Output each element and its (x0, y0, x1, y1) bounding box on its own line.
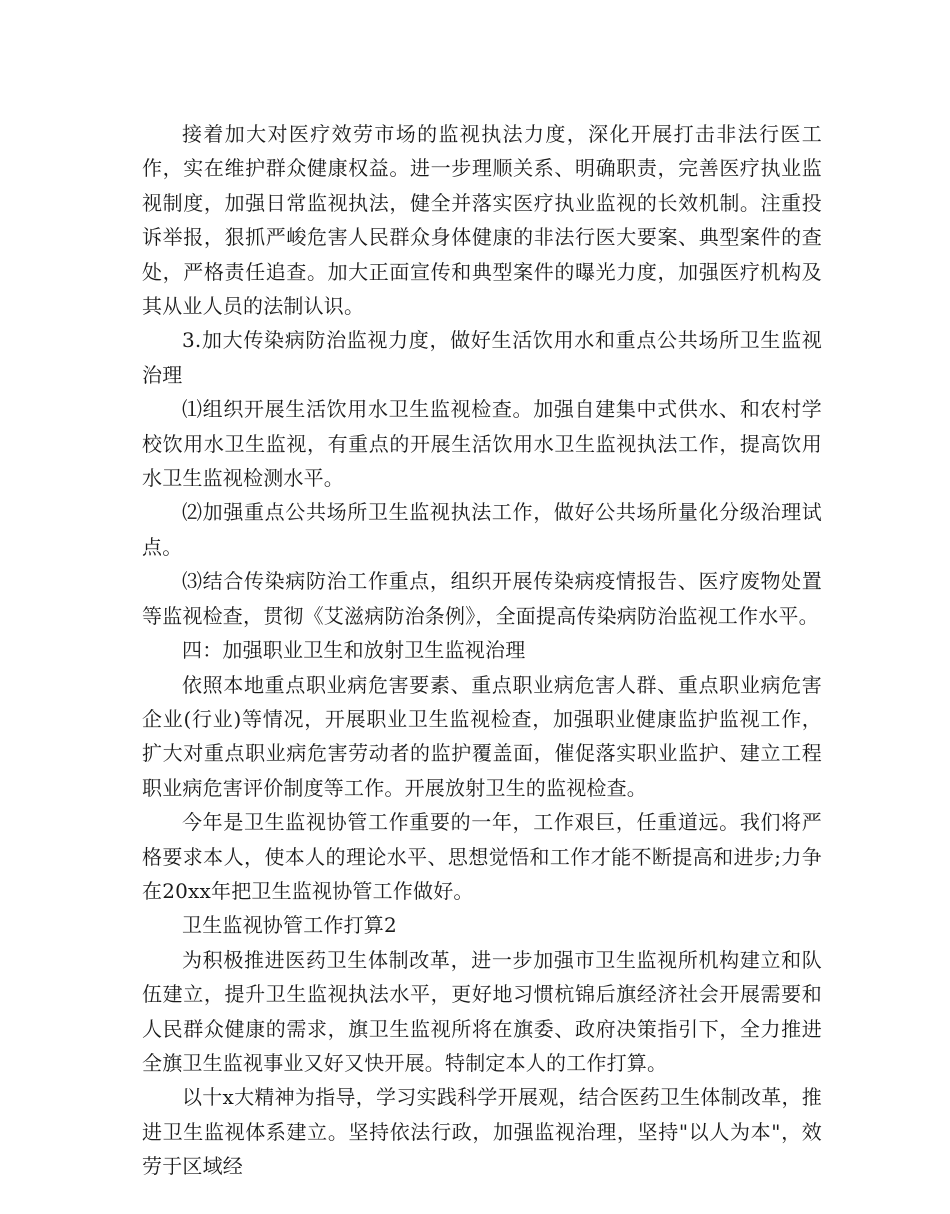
paragraph-plan-intro: 为积极推进医药卫生体制改革，进一步加强市卫生监视所机构建立和队伍建立，提升卫生监视执法水平，更好地习惯杭锦后旗经济社会开展需要和人民群众健康的需求，旗卫生监视所将在旗委、政府决策指引下，全力推进全旗卫生监视事业又好又快开展。特制定本人的工作打算。 (142, 947, 822, 1075)
document-body (142, 117, 822, 1184)
heading-plan-2: 卫生监视协管工作打算2 (182, 913, 397, 938)
paragraph-occupational-supervision: 依照本地重点职业病危害要素、重点职业病危害人群、重点职业病危害企业(行业)等情况，开展职业卫生监视检查，加强职业健康监护监视工作，扩大对重点职业病危害劳动者的监护覆盖面，催促落实职业监护、建立工程职业病危害评价制度等工作。开展放射卫生的监视检查。 (142, 672, 822, 800)
heading-infectious-disease: 3.加大传染病防治监视力度，做好生活饮用水和重点公共场所卫生监视治理 (142, 328, 822, 387)
paragraph-epidemic-report: ⑶结合传染病防治工作重点，组织开展传染病疫情报告、医疗废物处置等监视检查，贯彻《艾滋病防治条例》，全面提高传染病防治监视工作水平。 (142, 569, 822, 628)
paragraph-drinking-water: ⑴组织开展生活饮用水卫生监视检查。加强自建集中式供水、和农村学校饮用水卫生监视，有重点的开展生活饮用水卫生监视执法工作，提高饮用水卫生监视检测水平。 (142, 397, 822, 491)
heading-occupational-health: 四：加强职业卫生和放射卫生监视治理 (182, 638, 526, 663)
paragraph-year-goal: 今年是卫生监视协管工作重要的一年，工作艰巨，任重道远。我们将严格要求本人，使本人的理论水平、思想觉悟和工作才能不断提高和进步;力争在20xx年把卫生监视协管工作做好。 (142, 810, 822, 903)
paragraph-medical-supervision: 接着加大对医疗效劳市场的监视执法力度，深化开展打击非法行医工作，实在维护群众健康权益。进一步理顺关系、明确职责，完善医疗执业监视制度，加强日常监视执法，健全并落实医疗执业监视的长效机制。注重投诉举报，狠抓严峻危害人民群众身体健康的非法行医大要案、典型案件的查处，严格责任追查。加大正面宣传和典型案件的曝光力度，加强医疗机构及其从业人员的法制认识。 (142, 122, 822, 319)
paragraph-public-places: ⑵加强重点公共场所卫生监视执法工作，做好公共场所量化分级治理试点。 (142, 500, 822, 559)
paragraph-guiding-principle: 以十x大精神为指导，学习实践科学开展观，结合医药卫生体制改革，推进卫生监视体系建立。坚持依法行政，加强监视治理，坚持"以人为本"，效劳于区域经 (142, 1085, 822, 1179)
